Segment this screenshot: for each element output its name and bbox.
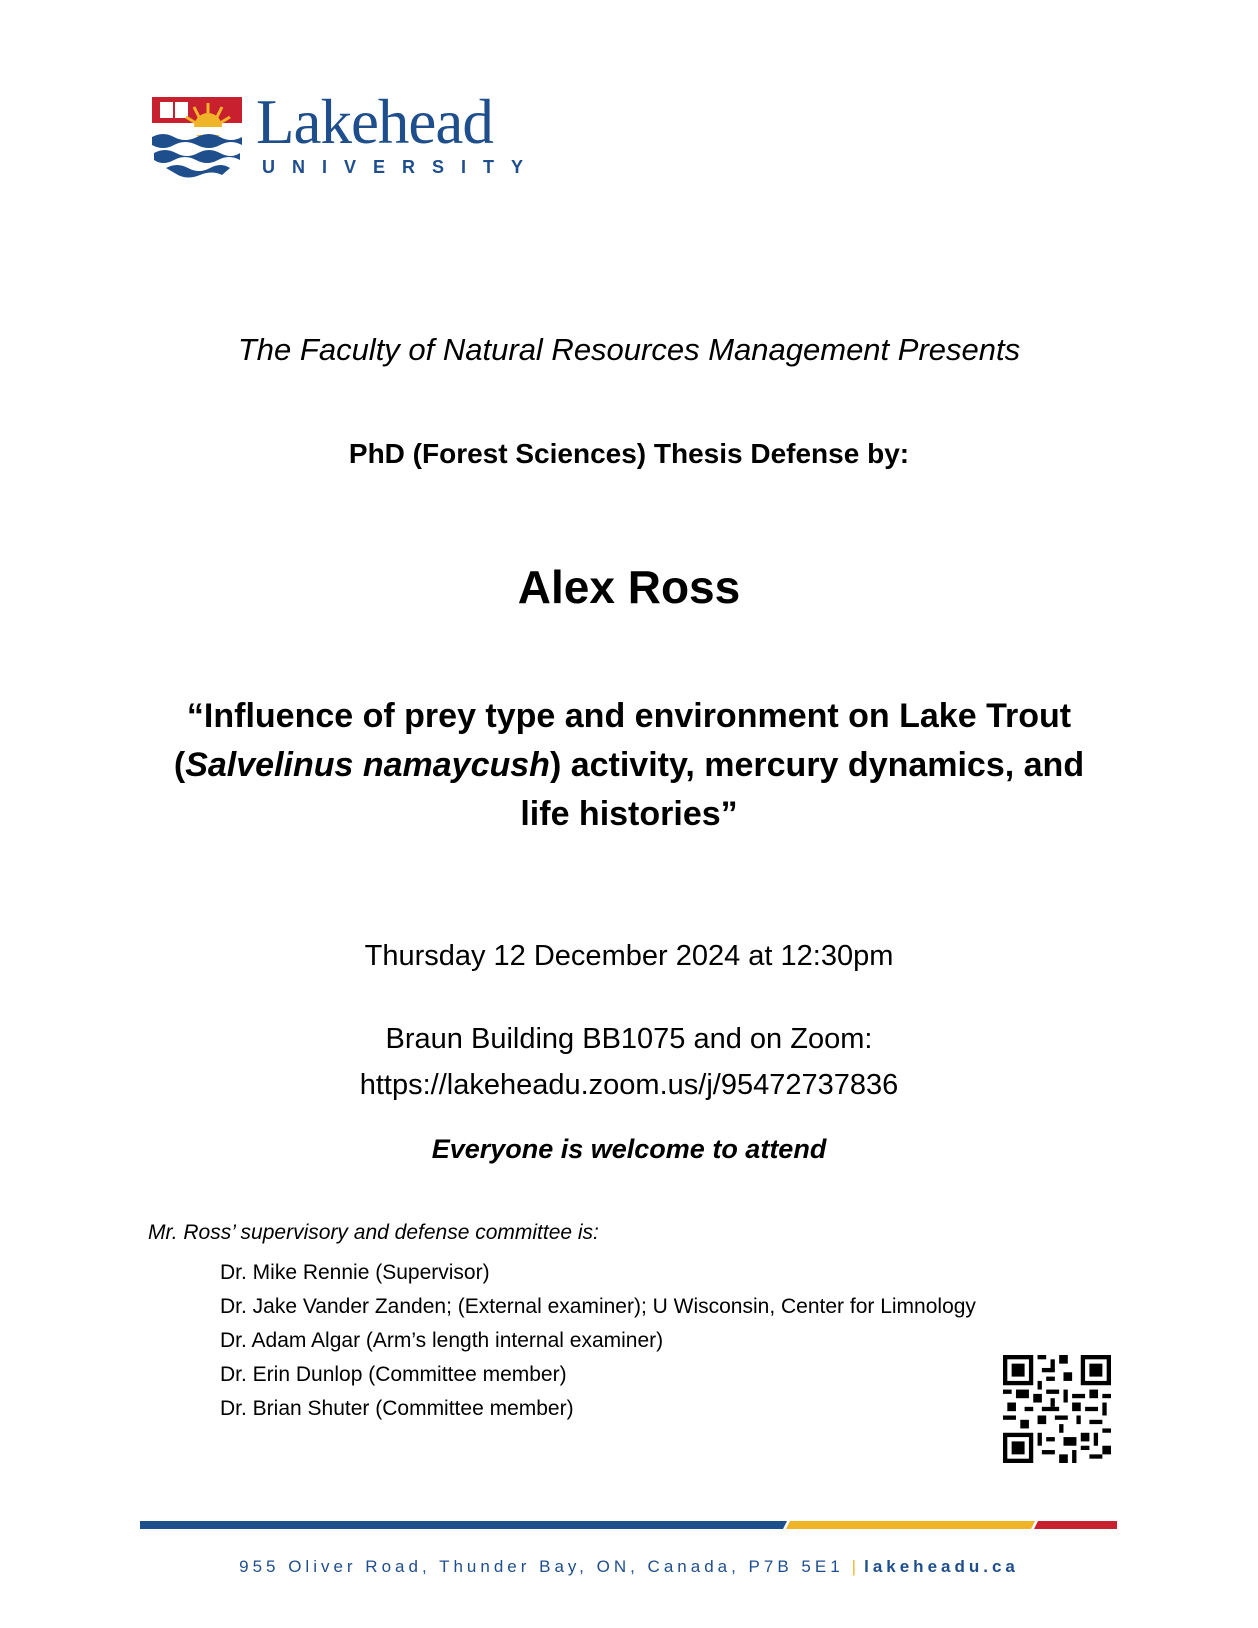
venue-location: Braun Building BB1075 and on Zoom: (385, 1023, 873, 1055)
event-date: Thursday 12 December 2024 at 12:30pm (364, 940, 894, 972)
welcome-note: Everyone is welcome to attend (431, 1134, 827, 1164)
committee-member: Dr. Adam Algar (Arm’s length internal examiner) (220, 1329, 664, 1352)
qr-code-icon[interactable] (1003, 1355, 1111, 1463)
footer-address: 955 Oliver Road, Thunder Bay, ON, Canada, P7B 5E1 (239, 1557, 844, 1576)
committee-member: Dr. Mike Rennie (Supervisor) (220, 1261, 490, 1284)
committee-list (220, 1256, 976, 1426)
thesis-line-3: life histories” (520, 795, 738, 833)
thesis-line-1: “Influence of prey type and environment on Lake Trout (186, 697, 1072, 735)
logo-subtitle: UNIVERSITY (262, 157, 541, 177)
candidate-name: Alex Ross (517, 561, 741, 613)
program-title: PhD (Forest Sciences) Thesis Defense by: (348, 438, 910, 469)
footer-separator: | (851, 1557, 857, 1576)
thesis-line-2: (Salvelinus namaycush) activity, mercury dynamics, and (173, 746, 1085, 784)
species-name: Salvelinus namaycush (185, 746, 550, 784)
committee-member: Dr. Jake Vander Zanden; (External examiner); U Wisconsin, Center for Limnology (220, 1295, 976, 1318)
zoom-link[interactable]: https://lakeheadu.zoom.us/j/95472737836 (359, 1069, 899, 1101)
thesis-title (0, 692, 1258, 839)
committee-member: Dr. Brian Shuter (Committee member) (220, 1397, 574, 1420)
footer-website[interactable]: lakeheadu.ca (864, 1557, 1019, 1576)
footer-color-bar (140, 1521, 1117, 1529)
event-venue (0, 1016, 1258, 1108)
logo-wordmark: Lakehead (256, 87, 493, 157)
committee-title: Mr. Ross’ supervisory and defense committee is: (148, 1221, 599, 1244)
crest-icon (152, 97, 242, 187)
faculty-presents: The Faculty of Natural Resources Management Presents (237, 332, 1021, 367)
university-logo (152, 87, 572, 187)
footer-contact (0, 1557, 1258, 1577)
committee-member: Dr. Erin Dunlop (Committee member) (220, 1363, 567, 1386)
